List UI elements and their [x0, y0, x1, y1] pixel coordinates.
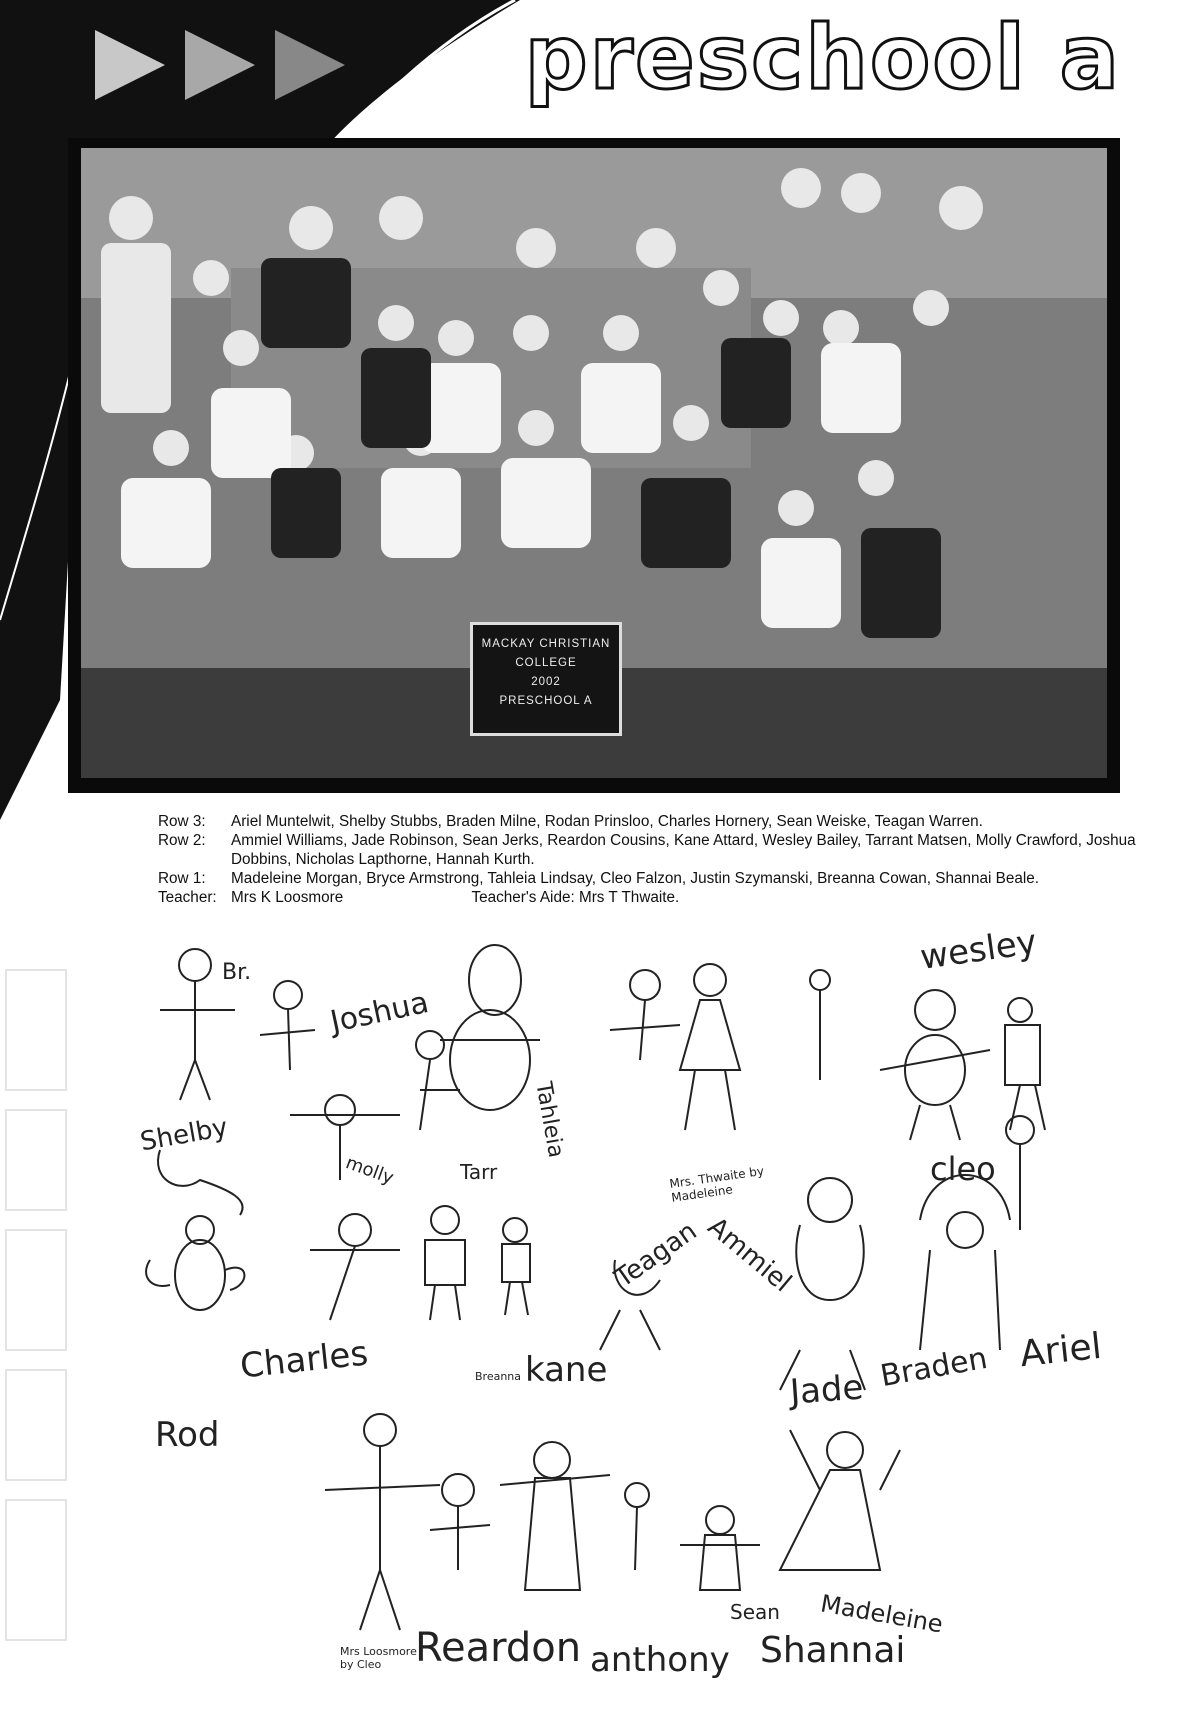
drawing-label: anthony — [590, 1640, 730, 1680]
drawing-label: Rod — [155, 1415, 220, 1455]
drawing-label: Tarr — [460, 1160, 498, 1184]
drawing-label: Teagan — [609, 1216, 703, 1294]
drawing-label: Joshua — [327, 985, 432, 1040]
drawing-label: Shelby — [138, 1112, 231, 1158]
row-names: Madeleine Morgan, Bryce Armstrong, Tahleia Lindsay, Cleo Falzon, Justin Szymanski, Breanna Cowan, Shannai Beale. — [231, 870, 1040, 887]
row-label: Row 1: — [158, 870, 206, 887]
teacher-label: Teacher: — [158, 889, 217, 906]
drawing-label: Jade — [788, 1367, 865, 1413]
sign-line: PRESCHOOL A — [499, 695, 593, 707]
row-names: Ammiel Williams, Jade Robinson, Sean Jerks, Reardon Cousins, Kane Attard, Wesley Bailey, Tarrant Matsen, Molly Crawford, Joshua Dobbins, Nicholas Lapthorne, Hannah Kurth. — [231, 832, 1136, 868]
drawing-label: Br. — [222, 960, 252, 985]
sign-line: MACKAY CHRISTIAN — [481, 638, 611, 650]
drawing-label: Tahleia — [530, 1080, 569, 1160]
page-title: preschool a — [524, 6, 1121, 109]
row-label: Row 2: — [158, 832, 206, 849]
row-names: Ariel Muntelwit, Shelby Stubbs, Braden Milne, Rodan Prinsloo, Charles Hornery, Sean Weiske, Teagan Warren. — [231, 813, 983, 830]
drawing-label: Shannai — [760, 1630, 906, 1671]
row-label: Row 3: — [158, 813, 206, 830]
teacher-aide: Teacher's Aide: Mrs T Thwaite. — [471, 889, 680, 906]
caption-row — [158, 831, 1138, 869]
drawing-label: Ammiel — [701, 1211, 797, 1299]
teacher-name: Mrs K Loosmore — [231, 889, 344, 906]
sign-line: COLLEGE — [515, 657, 577, 669]
drawing-label: cleo — [930, 1150, 996, 1188]
drawing-label: Charles — [238, 1333, 370, 1387]
caption-row — [158, 869, 1138, 888]
drawing-label: Reardon — [415, 1625, 582, 1671]
drawing-label: molly — [342, 1152, 397, 1189]
drawing-label: kane — [525, 1350, 608, 1390]
drawing-label: Braden — [877, 1340, 991, 1395]
photo-caption — [158, 812, 1138, 907]
drawing-label: Mrs Loosmore by Cleo — [340, 1645, 417, 1671]
children-drawings — [138, 922, 1140, 1690]
stick-figures-drawing — [140, 930, 1140, 1690]
drawing-label: Breanna — [475, 1370, 522, 1383]
drawing-label: Ariel — [1018, 1325, 1104, 1376]
class-sign — [470, 622, 622, 736]
drawing-label: Sean — [730, 1600, 780, 1624]
caption-row — [158, 888, 1138, 907]
caption-row — [158, 812, 1138, 831]
drawing-label: Mrs. Thwaite by Madeleine — [668, 1163, 765, 1205]
drawing-label: wesley — [917, 922, 1040, 978]
teacher-line — [231, 888, 1138, 907]
sign-line: 2002 — [531, 676, 561, 688]
class-photo — [81, 148, 1107, 778]
drawing-label: Madeleine — [818, 1589, 945, 1639]
